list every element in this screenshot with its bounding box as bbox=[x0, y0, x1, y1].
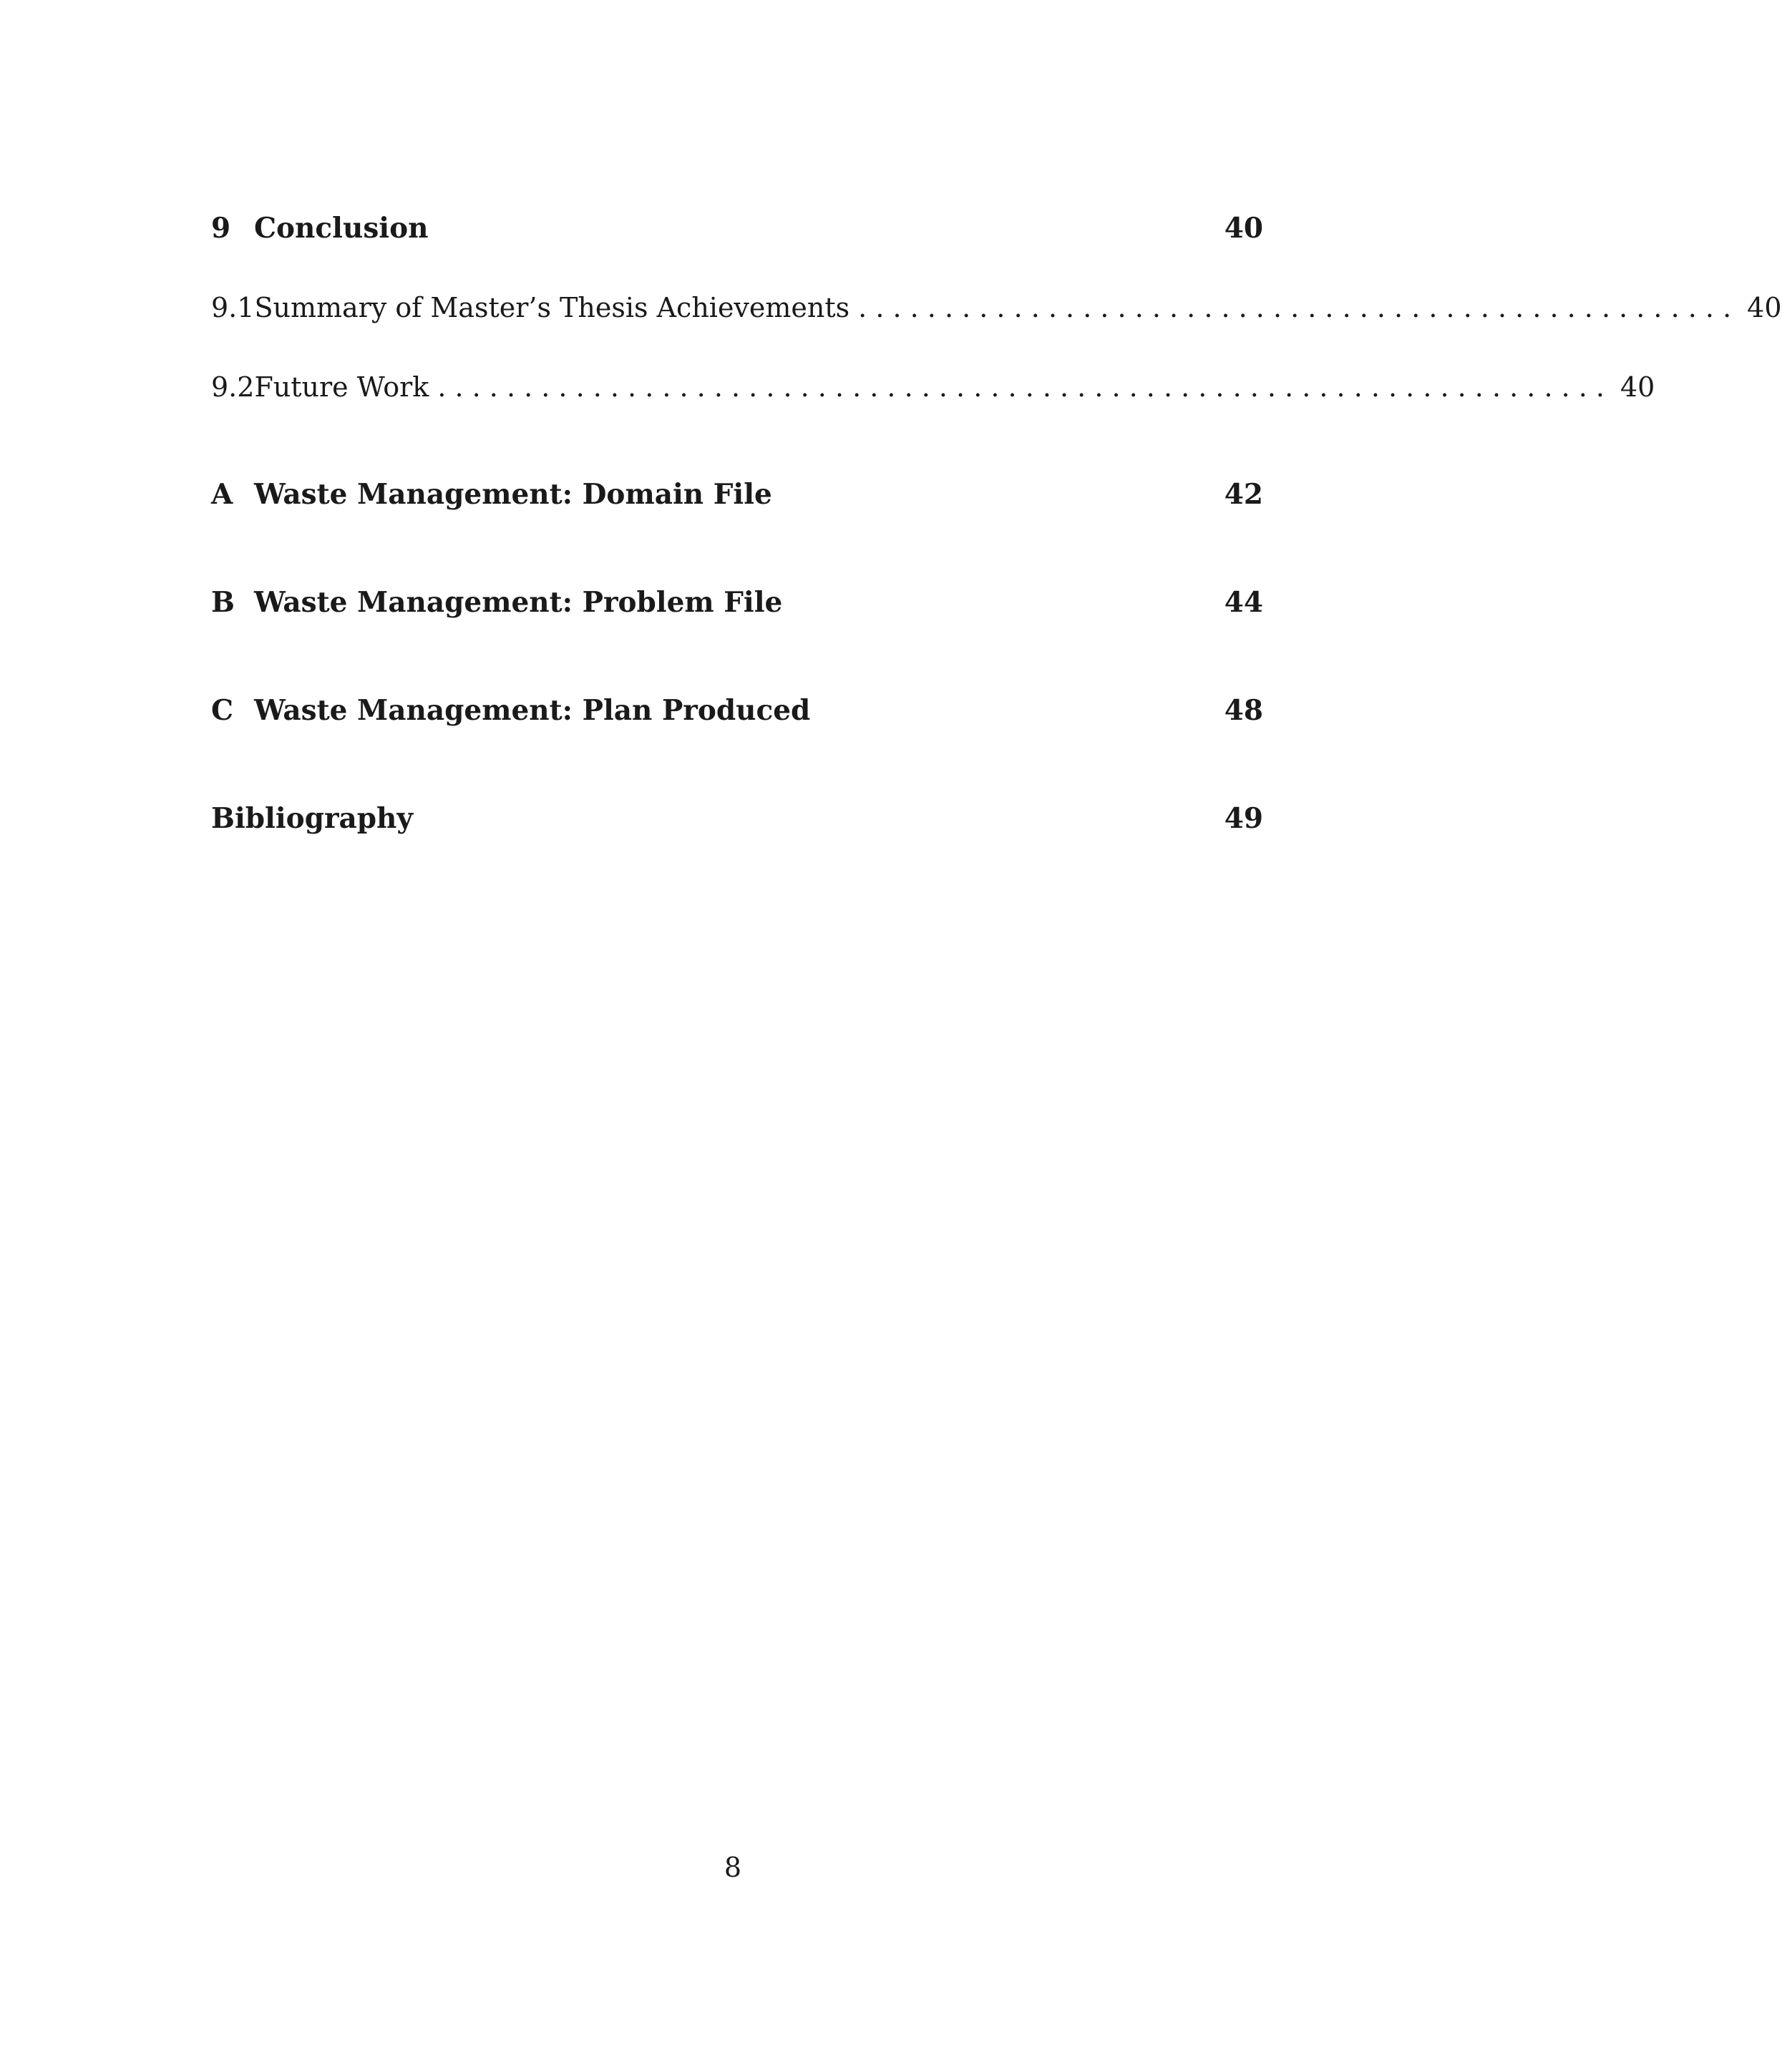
toc-entry-appendix-b[interactable] bbox=[211, 586, 1263, 619]
toc-entry-title: Waste Management: Domain File bbox=[254, 478, 772, 511]
toc-entry-page: 44 bbox=[1224, 586, 1263, 619]
toc-entry-title: Waste Management: Plan Produced bbox=[254, 694, 811, 727]
toc-entry-chapter-9[interactable] bbox=[211, 212, 1263, 245]
toc-entry-title: Conclusion bbox=[254, 212, 429, 245]
dot-leader: . . . . . . . . . . . . . . . . . . . . . . . . . . . . . . . . . . . . . . . . . . . . . . . . . . . bbox=[858, 292, 1732, 323]
toc-entry-page: 42 bbox=[1224, 478, 1263, 511]
toc-entry-title: Bibliography bbox=[211, 802, 414, 835]
toc-entry-page: 48 bbox=[1224, 694, 1263, 727]
toc-entry-section-9-2[interactable] bbox=[211, 371, 1655, 403]
toc-entry-number: 9.1 bbox=[211, 292, 255, 323]
toc-entry-page: 40 bbox=[1747, 292, 1782, 323]
toc-entry-title: Waste Management: Problem File bbox=[254, 586, 783, 619]
toc-entry-appendix-c[interactable] bbox=[211, 694, 1263, 727]
toc-entry-number: C bbox=[211, 694, 234, 727]
toc-entry-section-9-1[interactable] bbox=[211, 292, 1782, 323]
toc-entry-number: A bbox=[211, 478, 233, 511]
toc-entry-number: 9.2 bbox=[211, 371, 255, 403]
dot-leader: . . . . . . . . . . . . . . . . . . . . . . . . . . . . . . . . . . . . . . . . . . . . . . . . . . . . . . . . . . . . . . . . . . . . bbox=[437, 371, 1605, 403]
toc-entry-page: 40 bbox=[1620, 371, 1655, 403]
toc-entry-page: 40 bbox=[1224, 212, 1263, 245]
toc-entry-appendix-a[interactable] bbox=[211, 478, 1263, 511]
toc-entry-title: Summary of Master’s Thesis Achievements bbox=[254, 292, 850, 323]
toc-entry-page: 49 bbox=[1224, 802, 1263, 835]
toc-entry-number: 9 bbox=[211, 212, 231, 245]
toc-entry-bibliography[interactable] bbox=[211, 802, 1263, 835]
toc-entry-number: B bbox=[211, 586, 235, 619]
page-number: 8 bbox=[724, 1852, 742, 1883]
toc-entry-title: Future Work bbox=[254, 371, 429, 403]
